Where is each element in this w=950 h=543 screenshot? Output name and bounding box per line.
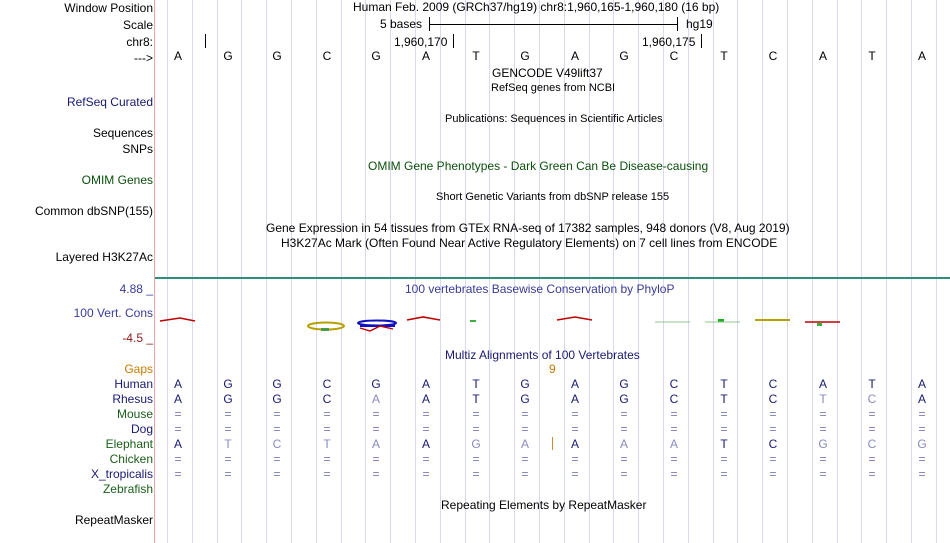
alignment-base: =	[918, 452, 926, 466]
ruler-tick	[701, 34, 702, 48]
base-letter: G	[272, 49, 282, 63]
h3k27ac-track-title[interactable]: H3K27Ac Mark (Often Found Near Active Regulatory Elements) on 7 cell lines from ENCODE	[281, 236, 778, 250]
alignment-base: C	[669, 392, 679, 406]
alignment-base: =	[670, 467, 678, 481]
alignment-base: A	[570, 437, 579, 451]
species-label-zebrafish[interactable]: Zebrafish	[102, 482, 153, 496]
base-letter: C	[669, 49, 679, 63]
gtex-track-title[interactable]: Gene Expression in 54 tissues from GTEx RNA-seq of 17382 samples, 948 donors (V8, Aug 2019)	[266, 221, 790, 235]
alignment-base: =	[224, 407, 232, 421]
base-letter: G	[520, 49, 530, 63]
snps-label[interactable]: SNPs	[122, 142, 153, 156]
alignment-base: =	[174, 422, 182, 436]
alignment-base: =	[422, 467, 430, 481]
alignment-base: =	[472, 452, 480, 466]
alignment-base: A	[173, 377, 182, 391]
gridline	[638, 0, 639, 543]
alignment-base: A	[520, 437, 529, 451]
base-letter: T	[868, 49, 876, 63]
alignment-base: T	[720, 392, 728, 406]
alignment-base: =	[521, 407, 529, 421]
dbsnp-track-title[interactable]: Short Genetic Variants from dbSNP release 155	[436, 191, 670, 203]
alignment-base: =	[174, 452, 182, 466]
alignment-base: =	[571, 422, 579, 436]
alignment-base: =	[918, 407, 926, 421]
alignment-base: =	[918, 422, 926, 436]
ruler-tick	[205, 34, 206, 48]
alignment-base: =	[372, 422, 380, 436]
alignment-base: =	[472, 407, 480, 421]
alignment-base: =	[372, 452, 380, 466]
scale-value: 5 bases	[380, 17, 423, 31]
alignment-base: C	[322, 392, 332, 406]
alignment-base: T	[720, 377, 728, 391]
alignment-base: A	[818, 377, 827, 391]
alignment-base: G	[520, 392, 530, 406]
alignment-base: C	[768, 437, 778, 451]
alignment-base: =	[472, 422, 480, 436]
alignment-base: =	[769, 422, 777, 436]
alignment-base: =	[819, 467, 827, 481]
base-letter: A	[421, 49, 430, 63]
alignment-base: A	[421, 392, 430, 406]
alignment-base: G	[223, 377, 233, 391]
base-letter: C	[768, 49, 778, 63]
base-letter: G	[371, 49, 381, 63]
conservation-min: -4.5 _	[122, 331, 153, 345]
alignment-base: G	[272, 392, 282, 406]
alignment-base: =	[521, 422, 529, 436]
alignment-base: A	[669, 437, 678, 451]
gridline	[886, 0, 887, 543]
track-divider	[155, 277, 950, 279]
alignment-base: =	[620, 407, 628, 421]
gridline	[341, 0, 342, 543]
alignment-base: =	[571, 452, 579, 466]
ruler-tick	[453, 34, 454, 48]
alignment-base: =	[720, 467, 728, 481]
alignment-base: A	[917, 377, 926, 391]
alignment-base: A	[570, 377, 579, 391]
alignment-base: =	[273, 422, 281, 436]
alignment-base: A	[619, 437, 628, 451]
alignment-base: =	[620, 422, 628, 436]
gridline	[390, 0, 391, 543]
alignment-base: =	[472, 467, 480, 481]
alignment-base: G	[520, 377, 530, 391]
alignment-base: T	[868, 377, 876, 391]
alignment-base: =	[422, 422, 430, 436]
alignment-base: =	[620, 467, 628, 481]
scale-label: Scale	[122, 18, 153, 32]
alignment-base: A	[421, 377, 430, 391]
base-letter: G	[223, 49, 233, 63]
alignment-base: =	[670, 407, 678, 421]
alignment-base: C	[768, 392, 778, 406]
alignment-base: C	[867, 437, 877, 451]
repeatmasker-track-title[interactable]: Repeating Elements by RepeatMasker	[441, 498, 647, 512]
alignment-base: A	[371, 392, 380, 406]
phylop-track-title[interactable]: 100 vertebrates Basewise Conservation by PhyloP	[405, 282, 675, 296]
gridline	[787, 0, 788, 543]
gaps-label[interactable]: Gaps	[124, 362, 153, 376]
sequences-label[interactable]: Sequences	[92, 126, 153, 140]
alignment-base: =	[372, 407, 380, 421]
alignment-base: T	[819, 392, 827, 406]
base-letter: A	[917, 49, 926, 63]
alignment-base: =	[521, 452, 529, 466]
alignment-base: =	[819, 452, 827, 466]
refseq-track-subtitle[interactable]: RefSeq genes from NCBI	[491, 82, 616, 94]
repeatmasker-label[interactable]: RepeatMasker	[74, 513, 153, 527]
gridline	[936, 0, 937, 543]
alignment-base: =	[571, 467, 579, 481]
base-letter: G	[619, 49, 629, 63]
alignment-base: =	[918, 467, 926, 481]
vert-cons-label[interactable]: 100 Vert. Cons	[73, 306, 153, 320]
gap-count: 9	[549, 362, 556, 376]
gridline	[241, 0, 242, 543]
alignment-base: =	[620, 452, 628, 466]
chrom-label: chr8:	[126, 35, 153, 49]
refseq-curated-label[interactable]: RefSeq Curated	[66, 95, 153, 109]
alignment-base: =	[273, 452, 281, 466]
alignment-base: G	[917, 437, 927, 451]
species-label-dog[interactable]: Dog	[130, 422, 153, 436]
gridline	[737, 0, 738, 543]
alignment-base: G	[223, 392, 233, 406]
alignment-base: =	[720, 422, 728, 436]
sidebar-divider	[154, 0, 155, 543]
alignment-base: T	[224, 437, 232, 451]
alignment-base: =	[868, 452, 876, 466]
window-position-value: Human Feb. 2009 (GRCh37/hg19) chr8:1,960,165-1,960,180 (16 bp)	[353, 0, 720, 14]
alignment-base: =	[868, 467, 876, 481]
alignment-base: =	[670, 452, 678, 466]
alignment-base: =	[224, 467, 232, 481]
species-label-human[interactable]: Human	[114, 377, 153, 391]
base-letter: A	[818, 49, 827, 63]
gridline	[440, 0, 441, 543]
base-letter: C	[322, 49, 332, 63]
common-dbsnp-label[interactable]: Common dbSNP(155)	[34, 204, 153, 218]
alignment-base: T	[472, 392, 480, 406]
gridline	[489, 0, 490, 543]
gridline	[688, 0, 689, 543]
alignment-base: C	[867, 392, 877, 406]
gap-insertion-marker	[552, 437, 553, 450]
alignment-base: =	[868, 422, 876, 436]
base-letter: T	[472, 49, 480, 63]
alignment-base: G	[272, 377, 282, 391]
ruler-pos-1: 1,960,170	[394, 35, 448, 49]
strand-label: --->	[134, 51, 153, 65]
species-label-rhesus[interactable]: Rhesus	[112, 392, 153, 406]
alignment-base: =	[670, 422, 678, 436]
species-label-elephant[interactable]: Elephant	[105, 437, 153, 451]
alignment-base: =	[422, 452, 430, 466]
base-letter: A	[173, 49, 182, 63]
species-label-x_tropicalis[interactable]: X_tropicalis	[90, 467, 153, 481]
alignment-base: G	[471, 437, 481, 451]
alignment-base: A	[570, 392, 579, 406]
multiz-track-title[interactable]: Multiz Alignments of 100 Vertebrates	[445, 348, 640, 362]
alignment-base: T	[323, 437, 331, 451]
alignment-base: =	[819, 422, 827, 436]
alignment-base: =	[422, 407, 430, 421]
conservation-logo	[155, 312, 950, 334]
alignment-base: G	[619, 392, 629, 406]
layered-h3k27ac-label[interactable]: Layered H3K27Ac	[55, 250, 153, 264]
species-label-chicken[interactable]: Chicken	[109, 452, 153, 466]
alignment-base: =	[323, 407, 331, 421]
ruler-pos-2: 1,960,175	[642, 35, 696, 49]
omim-track-title[interactable]: OMIM Gene Phenotypes - Dark Green Can Be Disease-causing	[368, 159, 709, 173]
alignment-base: =	[224, 452, 232, 466]
alignment-base: A	[173, 437, 182, 451]
alignment-base: =	[571, 407, 579, 421]
scale-bar	[429, 24, 677, 25]
alignment-base: A	[917, 392, 926, 406]
alignment-base: =	[769, 467, 777, 481]
alignment-base: C	[768, 377, 778, 391]
alignment-base: T	[472, 377, 480, 391]
scale-db: hg19	[686, 17, 713, 31]
alignment-base: G	[818, 437, 828, 451]
alignment-base: =	[819, 407, 827, 421]
window-position-label: Window Position	[64, 1, 153, 15]
alignment-base: G	[371, 377, 381, 391]
alignment-base: =	[769, 452, 777, 466]
alignment-base: C	[322, 377, 332, 391]
conservation-max: 4.88 _	[119, 282, 153, 296]
species-label-mouse[interactable]: Mouse	[116, 407, 153, 421]
alignment-base: =	[273, 467, 281, 481]
base-letter: T	[720, 49, 728, 63]
gridline	[837, 0, 838, 543]
scale-bar-right	[677, 17, 678, 31]
alignment-base: =	[224, 422, 232, 436]
alignment-base: =	[323, 452, 331, 466]
alignment-base: C	[272, 437, 282, 451]
alignment-base: =	[521, 467, 529, 481]
alignment-base: A	[421, 437, 430, 451]
alignment-base: =	[273, 407, 281, 421]
alignment-base: =	[769, 407, 777, 421]
alignment-base: =	[323, 467, 331, 481]
alignment-base: =	[372, 467, 380, 481]
alignment-base: C	[669, 377, 679, 391]
gridline	[291, 0, 292, 543]
publications-track-title[interactable]: Publications: Sequences in Scientific Articles	[445, 113, 663, 125]
alignment-base: A	[371, 437, 380, 451]
alignment-base: A	[173, 392, 182, 406]
alignment-base: =	[174, 467, 182, 481]
gridline	[192, 0, 193, 543]
alignment-base: =	[868, 407, 876, 421]
alignment-base: =	[720, 452, 728, 466]
alignment-base: =	[720, 407, 728, 421]
base-letter: A	[570, 49, 579, 63]
alignment-base: =	[323, 422, 331, 436]
alignment-base: T	[720, 437, 728, 451]
alignment-base: =	[174, 407, 182, 421]
omim-genes-label[interactable]: OMIM Genes	[81, 173, 153, 187]
alignment-base: G	[619, 377, 629, 391]
gencode-track-title[interactable]: GENCODE V49lift37	[492, 66, 603, 80]
